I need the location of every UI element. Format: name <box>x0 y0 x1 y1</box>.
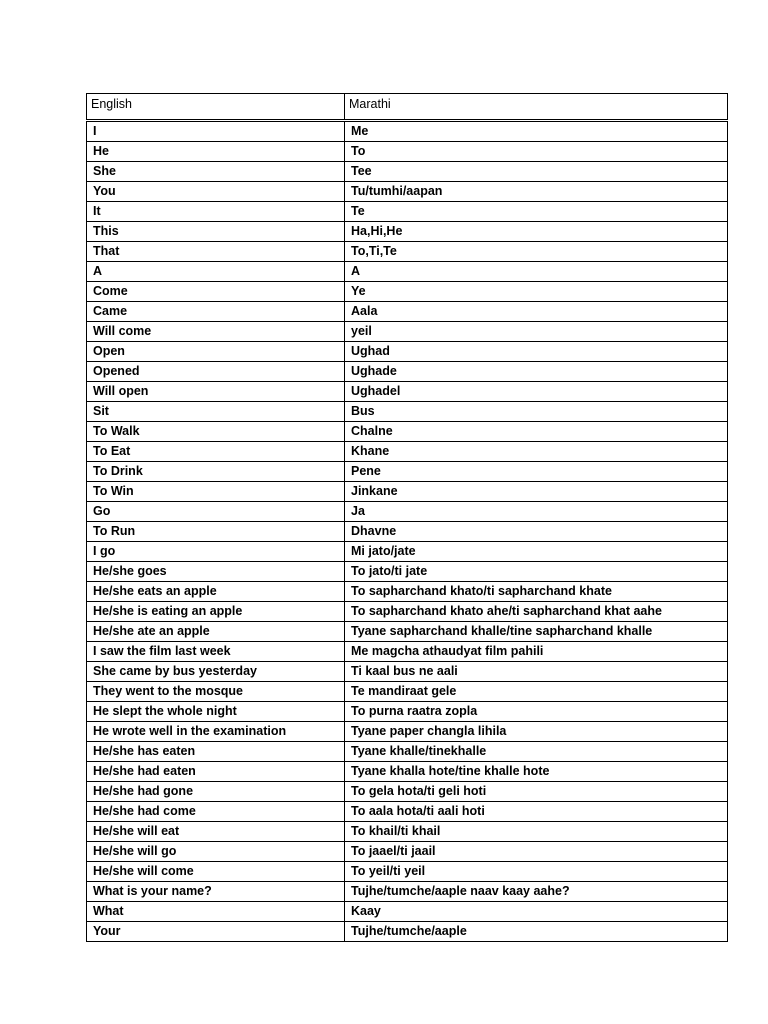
english-cell: You <box>87 182 345 202</box>
table-row <box>87 722 728 742</box>
marathi-cell: Te <box>345 202 728 222</box>
marathi-cell: Tujhe/tumche/aaple <box>345 922 728 942</box>
marathi-cell: To sapharchand khato ahe/ti sapharchand khat aahe <box>345 602 728 622</box>
table-row <box>87 582 728 602</box>
english-cell: He/she goes <box>87 562 345 582</box>
marathi-cell: To aala hota/ti aali hoti <box>345 802 728 822</box>
marathi-cell: Ughad <box>345 342 728 362</box>
marathi-cell: To purna raatra zopla <box>345 702 728 722</box>
english-cell: To Drink <box>87 462 345 482</box>
marathi-cell: Jinkane <box>345 482 728 502</box>
table-row <box>87 382 728 402</box>
table-header-row <box>87 94 728 121</box>
english-cell: He/she will go <box>87 842 345 862</box>
english-cell: That <box>87 242 345 262</box>
english-cell: To Win <box>87 482 345 502</box>
english-cell: He wrote well in the examination <box>87 722 345 742</box>
table-row <box>87 362 728 382</box>
column-header-english: English <box>87 94 345 121</box>
table-row <box>87 182 728 202</box>
table-row <box>87 742 728 762</box>
english-cell: She <box>87 162 345 182</box>
table-row <box>87 842 728 862</box>
english-cell: I <box>87 121 345 142</box>
table-row <box>87 822 728 842</box>
table-row <box>87 522 728 542</box>
table-row <box>87 142 728 162</box>
marathi-cell: A <box>345 262 728 282</box>
marathi-cell: Te mandiraat gele <box>345 682 728 702</box>
marathi-cell: To,Ti,Te <box>345 242 728 262</box>
english-cell: This <box>87 222 345 242</box>
table-row <box>87 482 728 502</box>
table-row <box>87 542 728 562</box>
english-cell: Sit <box>87 402 345 422</box>
english-cell: To Eat <box>87 442 345 462</box>
table-row <box>87 402 728 422</box>
english-cell: Will come <box>87 322 345 342</box>
marathi-cell: Tyane sapharchand khalle/tine sapharchand khalle <box>345 622 728 642</box>
table-row <box>87 121 728 142</box>
marathi-cell: Ja <box>345 502 728 522</box>
english-cell: Your <box>87 922 345 942</box>
english-cell: She came by bus yesterday <box>87 662 345 682</box>
table-row <box>87 602 728 622</box>
english-cell: Opened <box>87 362 345 382</box>
marathi-cell: yeil <box>345 322 728 342</box>
table-row <box>87 862 728 882</box>
marathi-cell: Pene <box>345 462 728 482</box>
table-row <box>87 662 728 682</box>
english-cell: To Walk <box>87 422 345 442</box>
table-row <box>87 242 728 262</box>
marathi-cell: Tyane khalla hote/tine khalle hote <box>345 762 728 782</box>
table-row <box>87 222 728 242</box>
english-cell: He/she had come <box>87 802 345 822</box>
table-row <box>87 462 728 482</box>
english-cell: Come <box>87 282 345 302</box>
table-row <box>87 762 728 782</box>
column-header-marathi: Marathi <box>345 94 728 121</box>
marathi-cell: Me <box>345 121 728 142</box>
marathi-cell: Mi jato/jate <box>345 542 728 562</box>
marathi-cell: Chalne <box>345 422 728 442</box>
table-row <box>87 502 728 522</box>
marathi-cell: To jato/ti jate <box>345 562 728 582</box>
english-cell: He/she is eating an apple <box>87 602 345 622</box>
marathi-cell: Tyane khalle/tinekhalle <box>345 742 728 762</box>
table-row <box>87 922 728 942</box>
english-cell: He/she will eat <box>87 822 345 842</box>
marathi-cell: To khail/ti khail <box>345 822 728 842</box>
marathi-cell: Tujhe/tumche/aaple naav kaay aahe? <box>345 882 728 902</box>
english-cell: I saw the film last week <box>87 642 345 662</box>
marathi-cell: To <box>345 142 728 162</box>
english-cell: I go <box>87 542 345 562</box>
marathi-cell: Dhavne <box>345 522 728 542</box>
english-cell: Will open <box>87 382 345 402</box>
english-cell: Open <box>87 342 345 362</box>
table-row <box>87 162 728 182</box>
table-row <box>87 782 728 802</box>
marathi-cell: Kaay <box>345 902 728 922</box>
english-cell: He <box>87 142 345 162</box>
table-row <box>87 802 728 822</box>
table-body <box>87 121 728 942</box>
marathi-cell: Tu/tumhi/aapan <box>345 182 728 202</box>
table-row <box>87 642 728 662</box>
marathi-cell: Me magcha athaudyat film pahili <box>345 642 728 662</box>
english-cell: He slept the whole night <box>87 702 345 722</box>
english-cell: He/she had eaten <box>87 762 345 782</box>
marathi-cell: Bus <box>345 402 728 422</box>
english-cell: To Run <box>87 522 345 542</box>
table-row <box>87 422 728 442</box>
marathi-cell: Ye <box>345 282 728 302</box>
marathi-cell: To yeil/ti yeil <box>345 862 728 882</box>
marathi-cell: Khane <box>345 442 728 462</box>
table-row <box>87 902 728 922</box>
table-row <box>87 882 728 902</box>
table-row <box>87 442 728 462</box>
table-row <box>87 302 728 322</box>
english-cell: He/she had gone <box>87 782 345 802</box>
table-row <box>87 562 728 582</box>
marathi-cell: Aala <box>345 302 728 322</box>
marathi-cell: To jaael/ti jaail <box>345 842 728 862</box>
marathi-cell: Ughadel <box>345 382 728 402</box>
vocabulary-table <box>86 93 728 942</box>
english-cell: He/she will come <box>87 862 345 882</box>
marathi-cell: Ha,Hi,He <box>345 222 728 242</box>
marathi-cell: Ughade <box>345 362 728 382</box>
table-row <box>87 702 728 722</box>
marathi-cell: Ti kaal bus ne aali <box>345 662 728 682</box>
english-cell: He/she eats an apple <box>87 582 345 602</box>
table-row <box>87 622 728 642</box>
marathi-cell: Tee <box>345 162 728 182</box>
table-row <box>87 682 728 702</box>
english-cell: He/she has eaten <box>87 742 345 762</box>
table-row <box>87 342 728 362</box>
english-cell: What <box>87 902 345 922</box>
table-row <box>87 262 728 282</box>
table-row <box>87 282 728 302</box>
marathi-cell: To sapharchand khato/ti sapharchand khate <box>345 582 728 602</box>
table-row <box>87 202 728 222</box>
english-cell: It <box>87 202 345 222</box>
english-cell: What is your name? <box>87 882 345 902</box>
table-row <box>87 322 728 342</box>
marathi-cell: To gela hota/ti geli hoti <box>345 782 728 802</box>
english-cell: Go <box>87 502 345 522</box>
english-cell: They went to the mosque <box>87 682 345 702</box>
marathi-cell: Tyane paper changla lihila <box>345 722 728 742</box>
english-cell: Came <box>87 302 345 322</box>
english-cell: A <box>87 262 345 282</box>
english-cell: He/she ate an apple <box>87 622 345 642</box>
